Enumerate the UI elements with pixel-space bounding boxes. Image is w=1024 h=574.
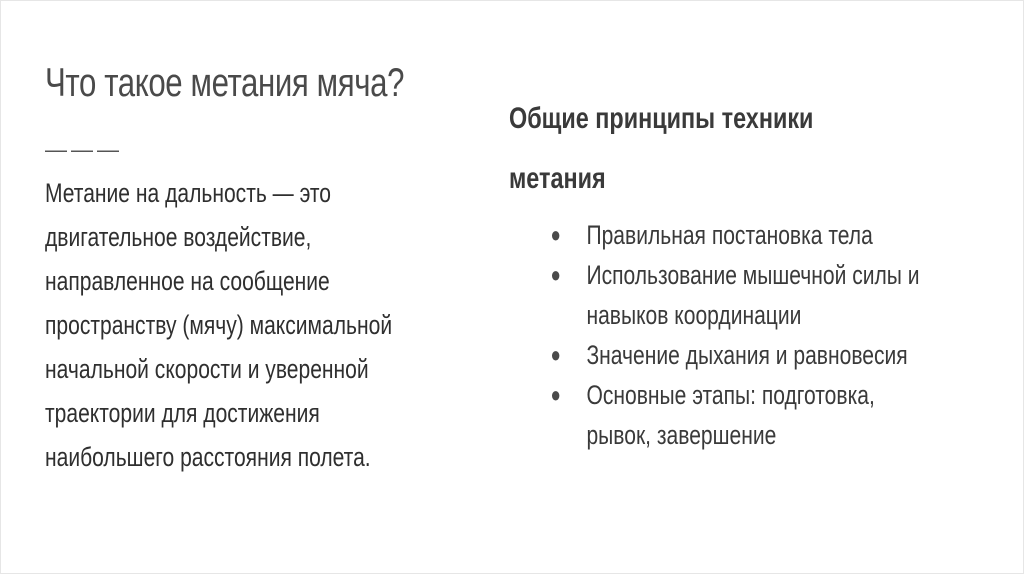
- definition-text: Метание на дальность — это двигательное воздействие, направленное на сообщение пространству (мячу) максимальной начальной скорости и уверенной траектории для достижения наибольшего расстояния полета.: [45, 178, 393, 472]
- list-item-text: Использование мышечной силы и навыков координации: [586, 260, 920, 330]
- principles-list: [549, 215, 939, 455]
- title-divider: ———: [45, 137, 123, 162]
- list-item-text: Основные этапы: подготовка, рывок, завершение: [586, 380, 875, 450]
- list-item-text: Значение дыхания и равновесия: [586, 340, 908, 370]
- list-item-text: Правильная постановка тела: [586, 220, 873, 250]
- slide-title: Что такое метания мяча?: [45, 61, 405, 105]
- principles-heading: Общие принципы техники метания: [509, 102, 814, 195]
- bullet-icon: ●: [550, 222, 561, 247]
- list-item: [549, 215, 939, 255]
- list-item: [549, 255, 939, 335]
- bullet-icon: ●: [550, 342, 561, 367]
- list-item: [549, 335, 939, 375]
- bullet-icon: ●: [550, 382, 561, 407]
- list-item: [549, 375, 939, 455]
- bullet-icon: ●: [550, 262, 561, 287]
